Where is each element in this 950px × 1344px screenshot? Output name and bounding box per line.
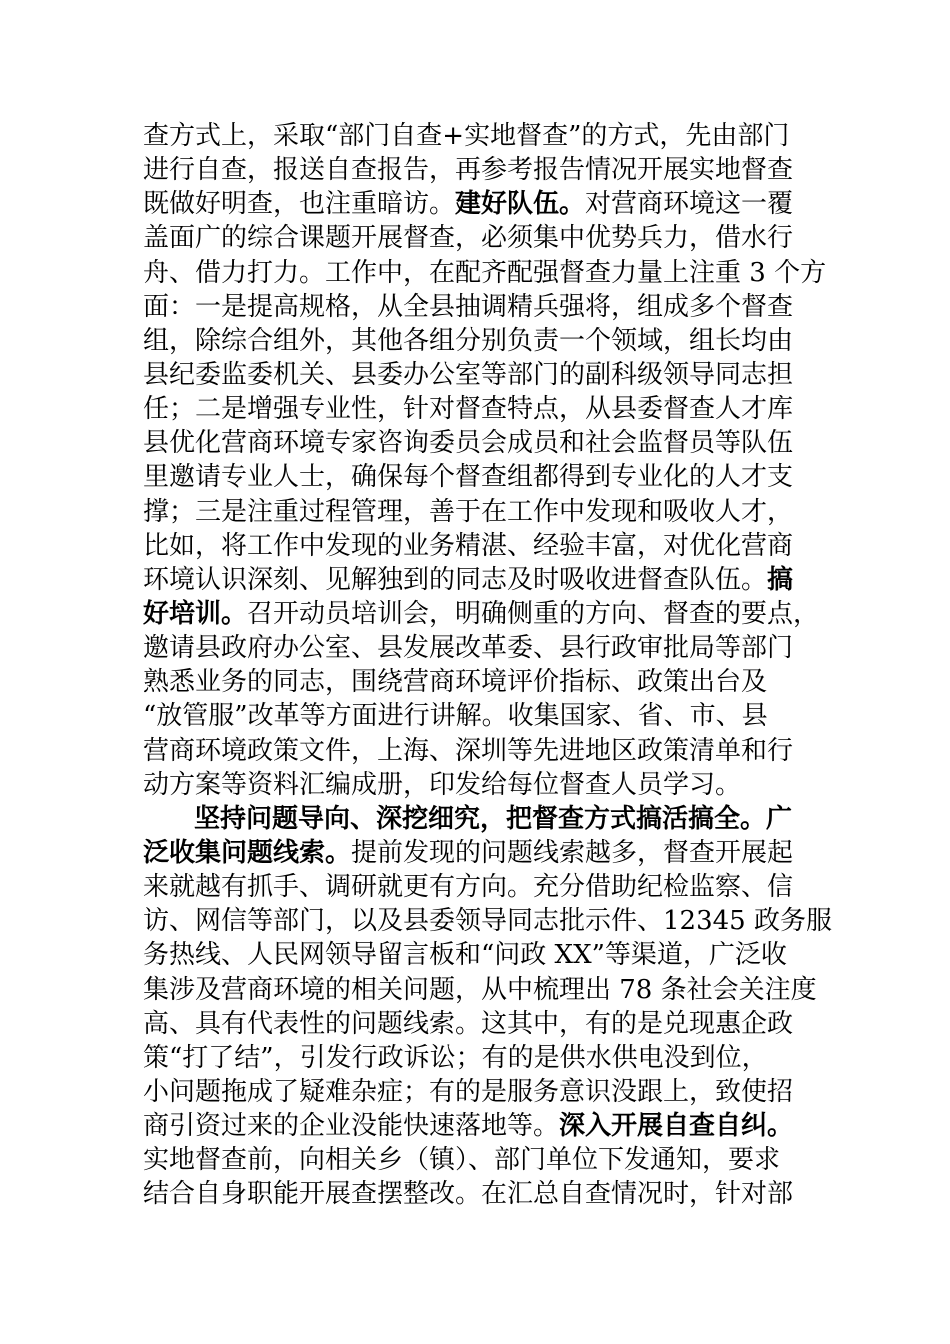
text-line: 县纪委监委机关、县委办公室等部门的副科级领导同志担 — [143, 359, 794, 390]
bold-heading: 建好队伍。 — [455, 189, 586, 220]
text-line: 撑；三是注重过程管理，善于在工作中发现和吸收人才， — [143, 496, 794, 527]
bold-heading: 好培训。 — [143, 598, 248, 629]
text-line: 来就越有抓手、调研就更有方向。充分借助纪检监察、信 — [143, 872, 794, 903]
text-line: 高、具有代表性的问题线索。这其中，有的是兑现惠企政 — [143, 1008, 794, 1039]
text-line: 县优化营商环境专家咨询委员会成员和社会监督员等队伍 — [143, 428, 794, 459]
text-line: 策“打了结”，引发行政诉讼；有的是供水供电没到位， — [143, 1042, 768, 1073]
text-line: 舟、借力打力。工作中，在配齐配强督查力量上注重 3 个方 — [143, 257, 827, 288]
text-line: 面：一是提高规格，从全县抽调精兵强将，组成多个督查 — [143, 291, 794, 322]
bold-heading: 泛收集问题线索。 — [143, 837, 352, 868]
text-line: 访、网信等部门，以及县委领导同志批示件、12345 政务服 — [143, 906, 832, 937]
text-line: 动方案等资料汇编成册，印发给每位督查人员学习。 — [143, 769, 742, 800]
text-line: 熟悉业务的同志，围绕营商环境评价指标、政策出台及 — [143, 667, 768, 698]
text-line: 环境认识深刻、见解独到的同志及时吸收进督查队伍。搞 — [143, 564, 794, 595]
bold-heading: 深入开展自查自纠。 — [559, 1111, 794, 1142]
section-heading-line — [143, 802, 833, 836]
bold-heading: 搞 — [767, 564, 794, 595]
text-line: 比如，将工作中发现的业务精湛、经验丰富，对优化营商 — [143, 530, 794, 561]
text-line: 好培训。召开动员培训会，明确侧重的方向、督查的要点， — [143, 598, 820, 629]
bold-heading: 坚持问题导向、深挖细究，把督查方式搞活搞全。广 — [194, 803, 793, 834]
text-line: 泛收集问题线索。提前发现的问题线索越多，督查开展起 — [143, 837, 794, 868]
text-line: 组，除综合组外，其他各组分别负责一个领域，组长均由 — [143, 325, 794, 356]
text-line: 进行自查，报送自查报告，再参考报告情况开展实地督查 — [143, 155, 794, 186]
text-line: 实地督查前，向相关乡（镇）、部门单位下发通知，要求 — [143, 1145, 781, 1176]
text-line: “放管服”改革等方面进行讲解。收集国家、省、市、县 — [143, 701, 768, 732]
text-line: 营商环境政策文件，上海、深圳等先进地区政策清单和行 — [143, 735, 794, 766]
text-line: 集涉及营商环境的相关问题，从中梳理出 78 条社会关注度 — [143, 974, 817, 1005]
text-line: 盖面广的综合课题开展督查，必须集中优势兵力，借水行 — [143, 223, 794, 254]
text-line: 邀请县政府办公室、县发展改革委、县行政审批局等部门 — [143, 633, 794, 664]
text-line: 查方式上，采取“部门自查+实地督查”的方式，先由部门 — [143, 121, 790, 151]
text-line: 商引资过来的企业没能快速落地等。深入开展自查自纠。 — [143, 1111, 794, 1142]
body-text — [143, 119, 833, 1212]
text-line: 既做好明查，也注重暗访。建好队伍。对营商环境这一覆 — [143, 189, 794, 220]
text-line: 任；二是增强专业性，针对督查特点，从县委督查人才库 — [143, 394, 794, 425]
text-line: 里邀请专业人士，确保每个督查组都得到专业化的人才支 — [143, 462, 794, 493]
text-line: 务热线、人民网领导留言板和“问政 XX”等渠道，广泛收 — [143, 940, 787, 971]
text-line: 小问题拖成了疑难杂症；有的是服务意识没跟上，致使招 — [143, 1076, 794, 1107]
text-line: 结合自身职能开展查摆整改。在汇总自查情况时，针对部 — [143, 1179, 794, 1210]
